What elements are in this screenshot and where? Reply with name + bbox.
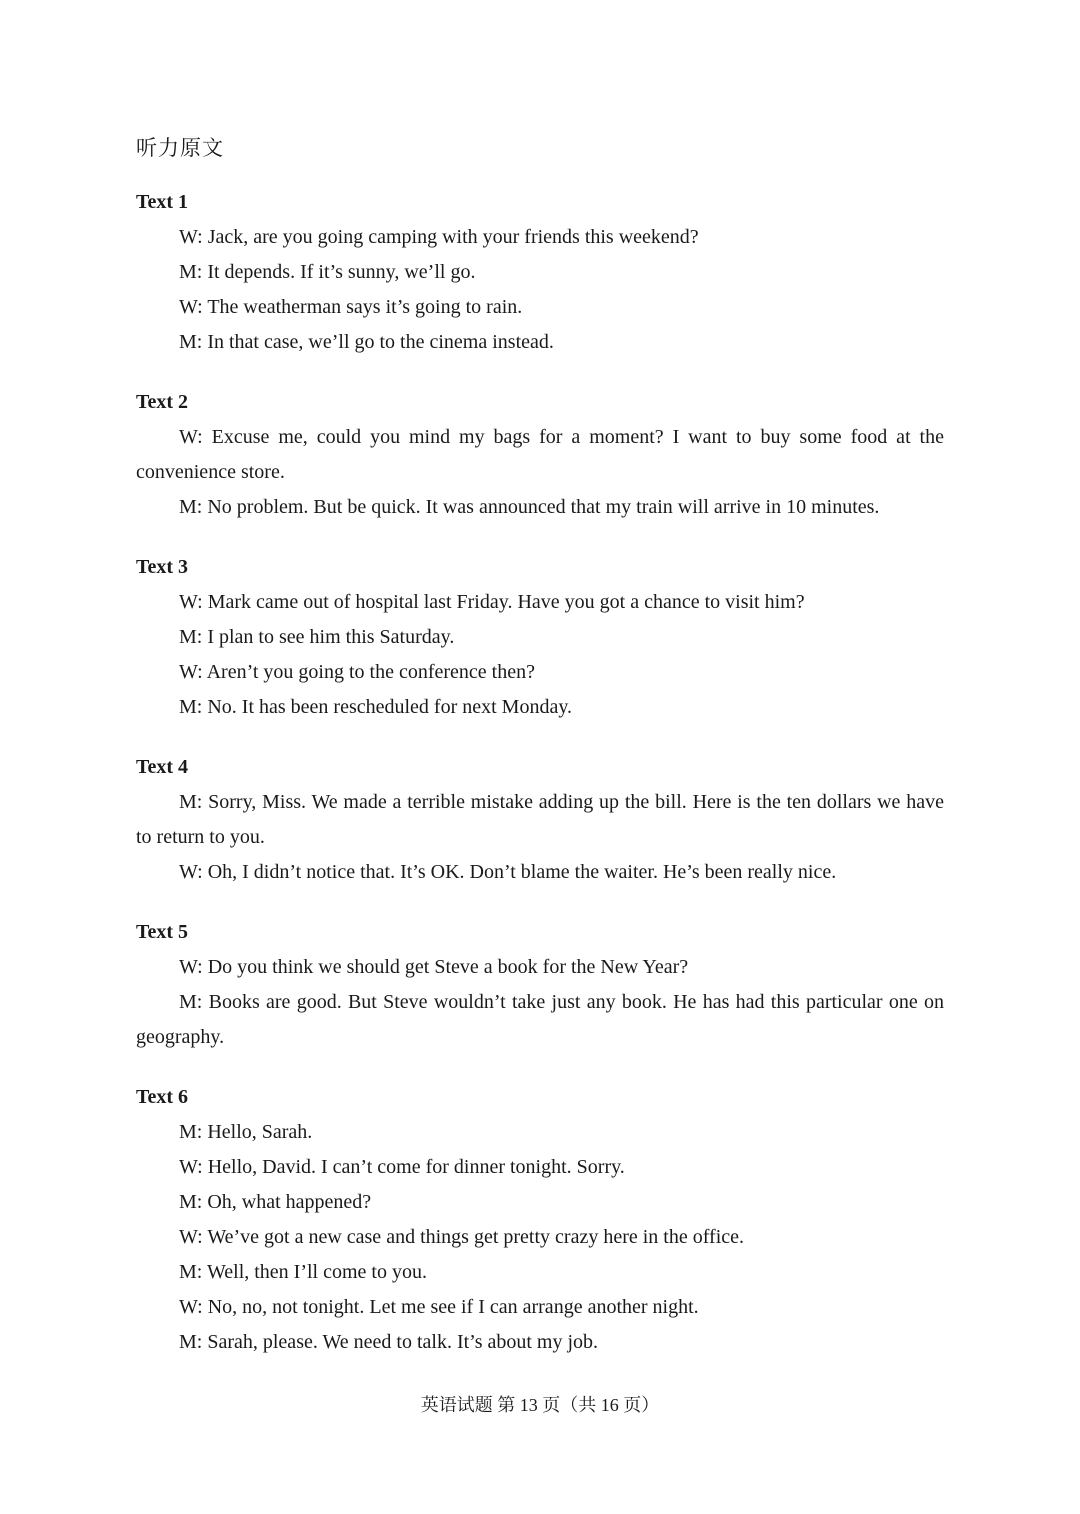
section-text-3 xyxy=(136,550,944,725)
dialogue-line: W: Hello, David. I can’t come for dinner tonight. Sorry. xyxy=(179,1156,625,1178)
dialogue-line: M: Sorry, Miss. We made a terrible mistake adding up the bill. Here is the ten dollars we have to return to you. xyxy=(136,791,944,848)
dialogue-line: W: Jack, are you going camping with your friends this weekend? xyxy=(179,226,699,248)
dialogue-line: W: Excuse me, could you mind my bags for a moment? I want to buy some food at the convenience store. xyxy=(136,426,944,483)
transcript-content xyxy=(136,185,944,1385)
section-title: Text 5 xyxy=(136,921,189,943)
section-text-4 xyxy=(136,750,944,890)
dialogue-line: M: In that case, we’ll go to the cinema instead. xyxy=(179,331,554,353)
dialogue-line: M: It depends. If it’s sunny, we’ll go. xyxy=(179,261,476,283)
section-title: Text 2 xyxy=(136,391,189,413)
section-title: Text 1 xyxy=(136,191,189,213)
dialogue-line: M: No problem. But be quick. It was announced that my train will arrive in 10 minutes. xyxy=(179,496,880,518)
dialogue-line: W: No, no, not tonight. Let me see if I can arrange another night. xyxy=(179,1296,699,1318)
dialogue-line: W: Do you think we should get Steve a book for the New Year? xyxy=(179,956,689,978)
dialogue-line: W: Mark came out of hospital last Friday. Have you got a chance to visit him? xyxy=(179,591,805,613)
dialogue-line: M: No. It has been rescheduled for next Monday. xyxy=(179,696,573,718)
dialogue-line: W: Oh, I didn’t notice that. It’s OK. Don’t blame the waiter. He’s been really nice. xyxy=(179,861,837,883)
dialogue-line: W: We’ve got a new case and things get pretty crazy here in the office. xyxy=(179,1226,745,1248)
section-text-5 xyxy=(136,915,944,1055)
section-title: Text 3 xyxy=(136,556,189,578)
section-text-6 xyxy=(136,1080,944,1360)
dialogue-line: M: Well, then I’ll come to you. xyxy=(179,1261,427,1283)
section-text-1 xyxy=(136,185,944,360)
dialogue-line: W: Aren’t you going to the conference then? xyxy=(179,661,535,683)
page-heading: 听力原文 xyxy=(136,136,224,160)
section-text-2 xyxy=(136,385,944,525)
dialogue-line: M: Sarah, please. We need to talk. It’s about my job. xyxy=(179,1331,599,1353)
dialogue-line: M: Oh, what happened? xyxy=(179,1191,372,1213)
dialogue-line: M: I plan to see him this Saturday. xyxy=(179,626,455,648)
page-footer: 英语试题 第 13 页（共 16 页） xyxy=(420,1395,660,1415)
dialogue-line: W: The weatherman says it’s going to rain. xyxy=(179,296,523,318)
dialogue-line: M: Hello, Sarah. xyxy=(179,1121,313,1143)
dialogue-line: M: Books are good. But Steve wouldn’t take just any book. He has had this particular one on geography. xyxy=(136,991,944,1048)
section-title: Text 6 xyxy=(136,1086,189,1108)
section-title: Text 4 xyxy=(136,756,189,778)
